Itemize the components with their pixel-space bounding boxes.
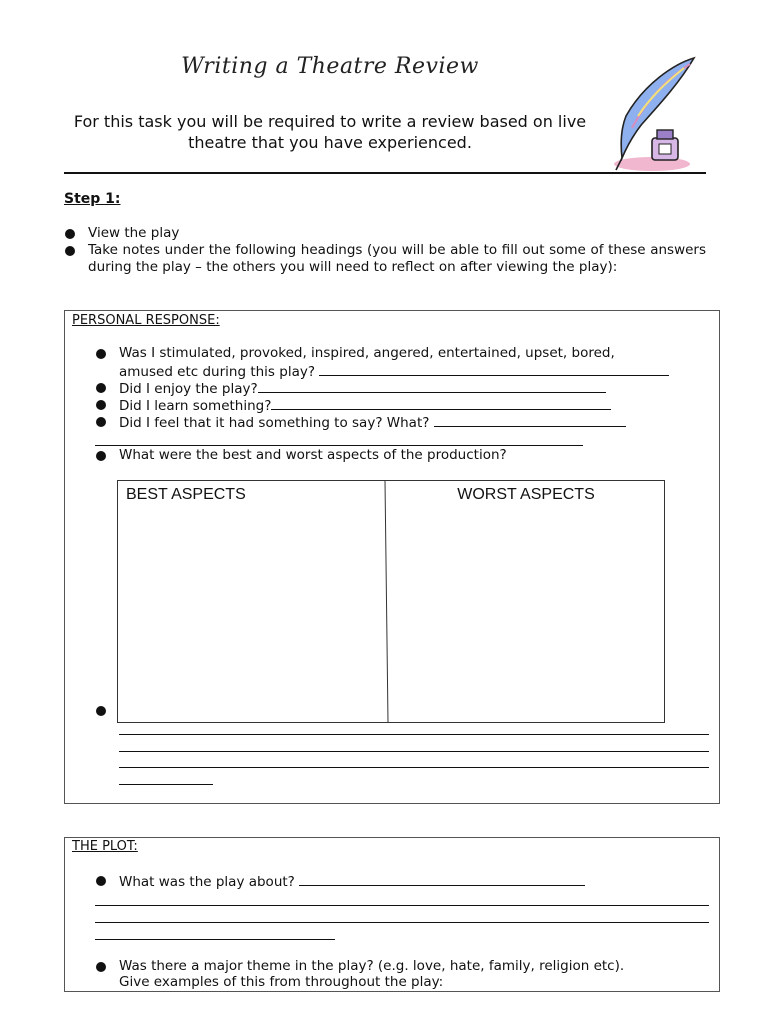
question-text: Did I feel that it had something to say? What? [119,415,430,431]
answer-line[interactable] [271,396,611,410]
question-text: What was the play about? [119,874,295,890]
step-heading: Step 1: [64,191,121,207]
question-text: What were the best and worst aspects of the production? [119,447,507,463]
answer-line[interactable] [319,362,669,376]
bullet-icon [65,246,75,256]
bullet-icon [96,383,106,393]
best-aspects-heading: BEST ASPECTS [126,486,246,503]
list-item [95,447,715,464]
bullet-icon [96,349,106,359]
bullet-icon [96,451,106,461]
question-text: Was I stimulated, provoked, inspired, angered, entertained, upset, bored, [119,345,615,361]
answer-line[interactable] [434,413,626,427]
bullet-icon [96,400,106,410]
answer-line[interactable] [299,872,585,886]
plot-list [95,872,715,892]
ink-pot-label [659,144,671,154]
list-item [64,225,706,242]
best-aspects-cell[interactable] [118,505,384,721]
answer-line[interactable] [119,784,213,785]
question-text: Did I learn something? [119,398,272,414]
aspects-table [117,480,665,723]
worst-aspects-heading: WORST ASPECTS [457,486,595,503]
intro-text: For this task you will be required to write a review based on live theatre that you have experienced. [73,112,587,152]
page-title: Writing a Theatre Review [181,54,479,79]
personal-response-list [95,447,715,465]
worst-aspects-cell[interactable] [390,505,662,721]
bullet-icon [96,962,106,972]
bullet-text: Take notes under the following headings (you will be able to fill out some of these answers during the play – the others you will need to reflect on after viewing the play): [88,242,706,275]
bullet-icon [96,417,106,427]
quill-ink-icon [604,54,700,174]
step1-list [64,225,706,295]
question-text: Give examples of this from throughout the play: [119,974,444,990]
question-text: Was there a major theme in the play? (e.g. love, hate, family, religion etc). [119,958,625,974]
ink-pot-lid [657,130,673,139]
answer-line[interactable] [119,767,709,768]
list-item [64,242,706,276]
answer-line[interactable] [258,379,606,393]
section-label: THE PLOT: [72,839,138,854]
bullet-icon [96,706,106,716]
plot-list [95,958,715,992]
answer-line[interactable] [95,445,583,446]
answer-line[interactable] [95,905,709,906]
answer-line[interactable] [119,734,709,735]
list-item [95,974,715,991]
answer-line[interactable] [95,922,709,923]
answer-line[interactable] [119,751,709,752]
header-divider [64,172,706,174]
list-item [95,958,715,975]
answer-line[interactable] [95,939,335,940]
question-text: amused etc during this play? [119,364,316,380]
list-item [95,413,715,432]
section-label: PERSONAL RESPONSE: [72,313,220,328]
list-item [95,872,715,891]
bullet-icon [96,876,106,886]
bullet-text: View the play [88,225,180,241]
personal-response-section [64,310,720,804]
list-item [95,345,715,362]
plot-section [64,837,720,992]
bullet-icon [65,229,75,239]
question-text: Did I enjoy the play? [119,381,258,397]
